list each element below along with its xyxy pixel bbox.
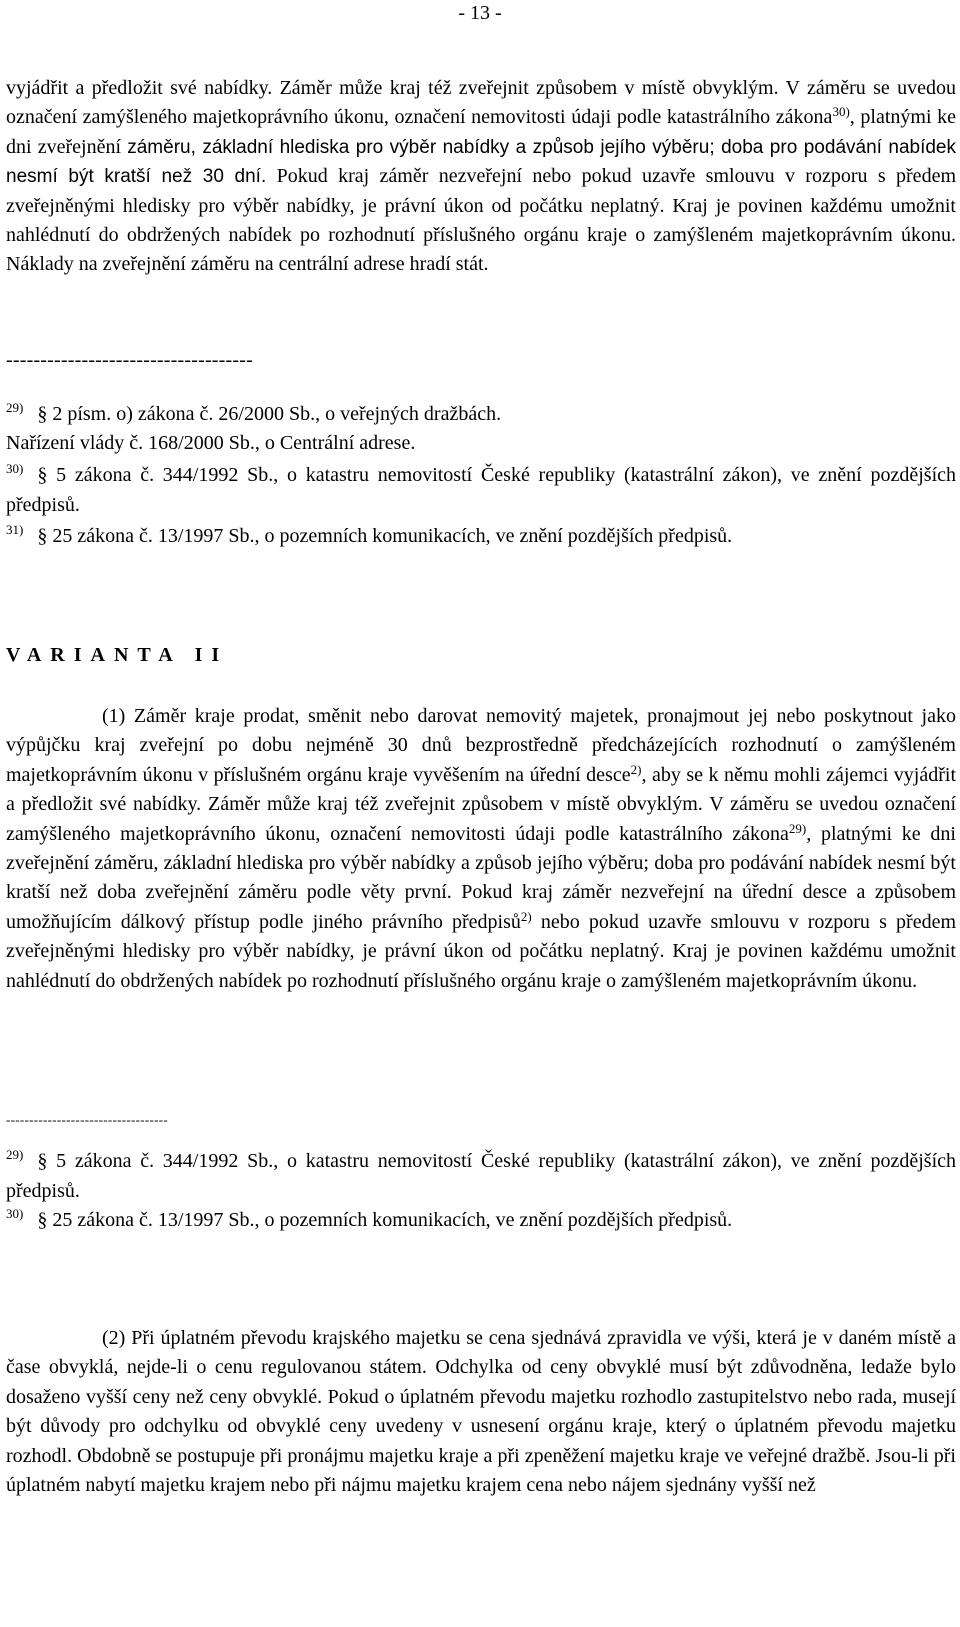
footnote-text: § 5 zákona č. 344/1992 Sb., o katastru nemovitostí České republiky (katastrální zákon), ve znění pozdějších předpisů.: [6, 1150, 956, 1203]
footnote-number: 30): [6, 461, 24, 476]
paragraph-1: [6, 702, 956, 996]
paragraph-top: [6, 74, 956, 280]
footnote-number: 29): [6, 400, 24, 415]
footnote: [6, 429, 956, 458]
text-segment: nebo pokud uzavře smlouvu v rozporu s předem zveřejněnými hledisky pro výběr nabídky, je právní úkon od počátku neplatný. Kraj je povinen každému umožnit nahlédnutí do obdržených nabídek po rozhodnutí příslušného orgánu kraje o zamýšleném majetkoprávním úkonu.: [6, 910, 957, 992]
section-heading: VARIANTA II: [6, 644, 229, 666]
footnote: [6, 522, 956, 552]
footnote-separator: ------------------------------------: [6, 349, 253, 371]
footnote: [6, 1206, 956, 1236]
footnote-number: 29): [6, 1147, 24, 1162]
footnote-number: 31): [6, 522, 24, 537]
text-segment: , aby se k němu mohli zájemci vyjádřit a předložit své nabídky. Záměr může kraj též zveřejnit způsobem v místě obvyklým. V záměru se uvedou označení zamýšleného majetkoprávního úkonu, označení nemovitosti údaji podle katastrálního zákona: [6, 763, 957, 845]
text-segment: Pokud kraj záměr nezveřejní nebo pokud uzavře smlouvu v rozporu s předem zveřejněnými hledisky pro výběr nabídky, je právní úkon od počátku neplatný. Kraj je povinen každému umožnit nahlédnutí do obdržených nabídek po rozhodnutí příslušného orgánu kraje o zamýšleném majetkoprávním úkonu. Náklady na zveřejnění záměru na centrální adrese hradí stát.: [6, 165, 956, 276]
paragraph-2: (2) Při úplatném převodu krajského majetku se cena sjednává zpravidla ve výši, která je v daném místě a čase obvyklá, nejde-li o cenu regulovanou státem. Odchylka od ceny obvyklé musí být zdůvodněna, ledaže bylo dosaženo vyšší ceny než ceny obvyklé. Pokud o úplatném převodu majetku rozhodlo zastupitelstvo nebo rada, musejí být důvody pro odchylku od obvyklé ceny uvedeny v usnesení orgánu kraje, který o úplatném převodu majetku rozhodl. Obdobně se postupuje při pronájmu majetku kraje a při zpeněžení majetku kraje ve veřejné dražbě. Jsou-li při úplatném nabytí majetku krajem nebo při nájmu majetku krajem cena nebo nájem sjednány vyšší než: [6, 1327, 956, 1497]
footnote: [6, 461, 956, 521]
footnote-text: § 25 zákona č. 13/1997 Sb., o pozemních komunikacích, ve znění pozdějších předpisů.: [37, 1209, 733, 1231]
footnote-text: § 25 zákona č. 13/1997 Sb., o pozemních komunikacích, ve znění pozdějších předpisů.: [37, 525, 733, 547]
footnote: [6, 400, 956, 430]
text-segment-sans: záměru, základní hlediska pro výběr nabídky a způsob jejího výběru; doba pro podávání nabídek nesmí být kratší než 30 dní.: [6, 136, 957, 188]
text-segment: , platnými ke dni zveřejnění: [6, 106, 957, 158]
footnote: [6, 1147, 956, 1207]
footnote-ref: 30): [832, 104, 850, 120]
footnote-ref: 29): [788, 820, 807, 836]
footnote-number: 30): [6, 1206, 24, 1221]
footnote-ref: 2): [630, 761, 642, 777]
text-segment: vyjádřit a předložit své nabídky. Záměr může kraj též zveřejnit způsobem v místě obvyklým. V záměru se uvedou označení zamýšleného majetkoprávního úkonu, označení nemovitosti údaji podle katastrálního zákona: [6, 77, 956, 129]
footnote-ref: 2): [520, 908, 532, 924]
footnote-text: § 2 písm. o) zákona č. 26/2000 Sb., o veřejných dražbách.: [37, 403, 502, 425]
text-segment: , platnými ke dni zveřejnění záměru, základní hlediska pro výběr nabídky a způsob jejího výběru; doba pro podávání nabídek nesmí být kratší než doba zveřejnění záměru podle věty první. Pokud kraj záměr nezveřejní na úřední desce a způsobem umožňujícím dálkový přístup podle jiného právního předpisů: [6, 822, 956, 933]
footnote-separator: -----------------------------------: [6, 1112, 169, 1127]
page-number: - 13 -: [458, 2, 502, 24]
footnote-text: § 5 zákona č. 344/1992 Sb., o katastru nemovitostí České republiky (katastrální zákon), ve znění pozdějších předpisů.: [6, 464, 956, 517]
footnote-text: Nařízení vlády č. 168/2000 Sb., o Centrální adrese.: [6, 432, 416, 454]
text-segment: (1) Záměr kraje prodat, směnit nebo darovat nemovitý majetek, pronajmout jej nebo poskytnout jako výpůjčku kraj zveřejní po dobu nejméně 30 dnů bezprostředně předcházejících rozhodnutí o zamýšleném majetkoprávním úkonu v příslušném orgánu kraje vyvěšením na úřední desce: [6, 705, 956, 786]
